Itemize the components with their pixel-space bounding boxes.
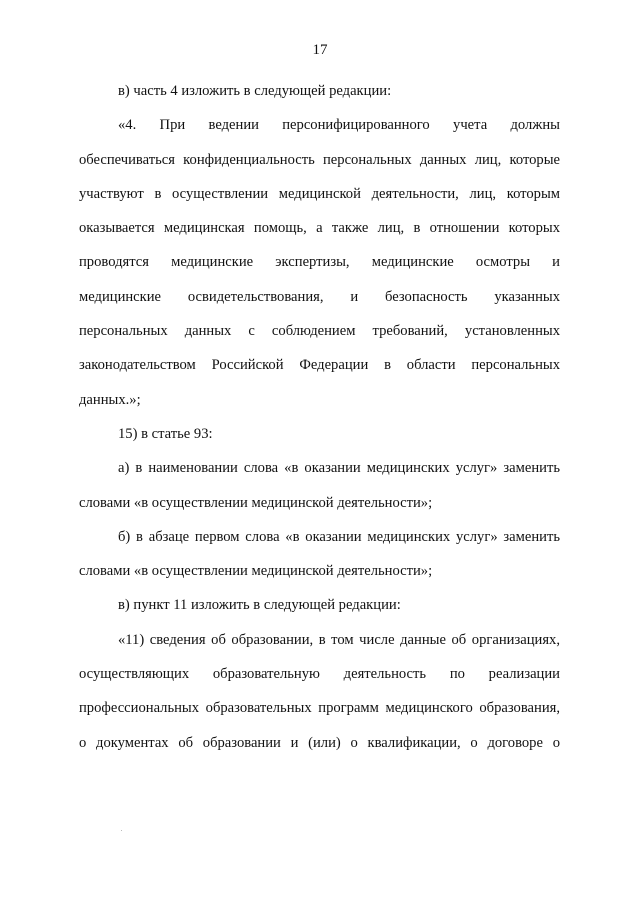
text-line: медицинские освидетельствования, и безопасность указанных xyxy=(79,288,560,305)
text-line: «11) сведения об образовании, в том числе данные об организациях, xyxy=(118,631,560,648)
text-line: законодательством Российской Федерации в области персональных xyxy=(79,357,560,374)
text-line: в) часть 4 изложить в следующей редакции: xyxy=(118,83,392,99)
text-line: обеспечиваться конфиденциальность персональных данных лиц, которые xyxy=(79,151,560,168)
scan-speck xyxy=(121,830,122,831)
text-line: 15) в статье 93: xyxy=(118,425,213,442)
text-line: осуществляющих образовательную деятельность по реализации xyxy=(79,666,560,683)
text-line: о документах об образовании и (или) о квалификации, о договоре о xyxy=(79,734,560,751)
text-line: проводятся медицинские экспертизы, медицинские осмотры и xyxy=(79,254,560,271)
page-number: 17 xyxy=(312,42,328,58)
text-line: «4. При ведении персонифицированного учета должны xyxy=(118,117,560,134)
text-line: словами «в осуществлении медицинской деятельности»; xyxy=(79,563,433,580)
text-line: оказывается медицинская помощь, а также лиц, в отношении которых xyxy=(79,220,560,237)
text-line: профессиональных образовательных программ медицинского образования, xyxy=(79,700,560,717)
document-body xyxy=(79,74,560,760)
text-line: а) в наименовании слова «в оказании медицинских услуг» заменить xyxy=(118,460,560,477)
text-line: данных.»; xyxy=(79,391,141,408)
text-line: участвуют в осуществлении медицинской деятельности, лиц, которым xyxy=(79,185,560,202)
text-line: персональных данных с соблюдением требований, установленных xyxy=(79,323,560,340)
text-line: б) в абзаце первом слова «в оказании медицинских услуг» заменить xyxy=(118,528,560,545)
text-line: в) пункт 11 изложить в следующей редакции: xyxy=(118,597,401,614)
text-line: словами «в осуществлении медицинской деятельности»; xyxy=(79,494,433,511)
